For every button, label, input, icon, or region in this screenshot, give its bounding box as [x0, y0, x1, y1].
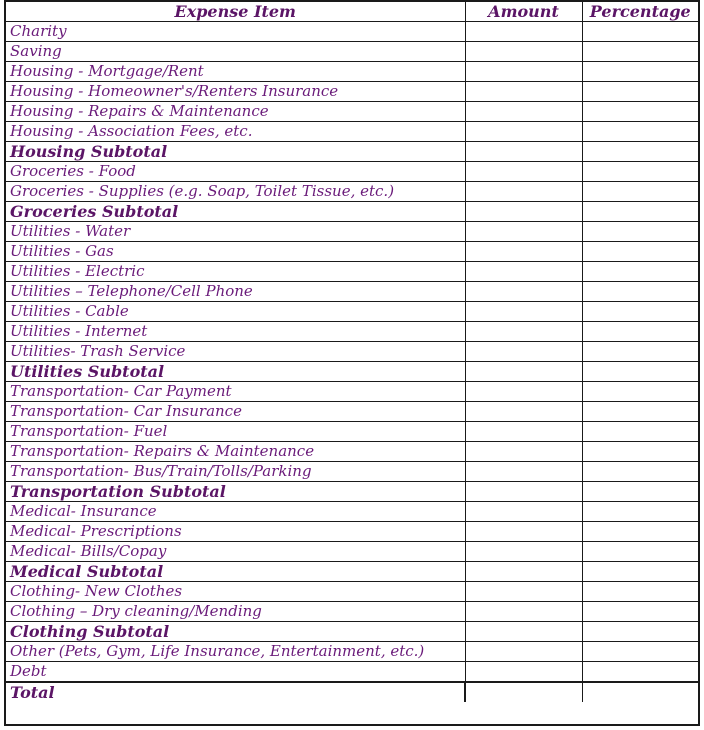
amount-cell[interactable]	[465, 102, 582, 122]
amount-cell[interactable]	[465, 642, 582, 662]
expense-item-header: Expense Item	[6, 2, 465, 22]
percentage-cell[interactable]	[582, 202, 698, 222]
table-row	[6, 262, 698, 282]
amount-cell[interactable]	[465, 482, 582, 502]
expense-item-label: Utilities - Water	[6, 222, 465, 242]
percentage-cell[interactable]	[582, 482, 698, 502]
amount-cell[interactable]	[465, 562, 582, 582]
expense-item-label: Clothing – Dry cleaning/Mending	[6, 602, 465, 622]
percentage-cell[interactable]	[582, 502, 698, 522]
subtotal-row	[6, 622, 698, 642]
expense-item-label: Utilities - Electric	[6, 262, 465, 282]
total-row	[6, 682, 698, 702]
subtotal-row	[6, 362, 698, 382]
percentage-cell[interactable]	[582, 402, 698, 422]
subtotal-row	[6, 142, 698, 162]
percentage-cell[interactable]	[582, 22, 698, 42]
total-label: Total	[6, 682, 465, 702]
expense-item-label: Charity	[6, 22, 465, 42]
table-row	[6, 162, 698, 182]
table-row	[6, 62, 698, 82]
table-row	[6, 582, 698, 602]
amount-cell[interactable]	[465, 122, 582, 142]
percentage-cell[interactable]	[582, 562, 698, 582]
percentage-cell[interactable]	[582, 422, 698, 442]
percentage-cell[interactable]	[582, 162, 698, 182]
percentage-cell[interactable]	[582, 102, 698, 122]
percentage-cell[interactable]	[582, 82, 698, 102]
total-percentage-cell[interactable]	[582, 682, 698, 702]
table-row	[6, 82, 698, 102]
subtotal-row	[6, 562, 698, 582]
amount-cell[interactable]	[465, 402, 582, 422]
percentage-cell[interactable]	[582, 322, 698, 342]
table-row	[6, 22, 698, 42]
amount-cell[interactable]	[465, 422, 582, 442]
amount-cell[interactable]	[465, 542, 582, 562]
percentage-cell[interactable]	[582, 522, 698, 542]
amount-cell[interactable]	[465, 662, 582, 683]
subtotal-label: Housing Subtotal	[6, 142, 465, 162]
amount-cell[interactable]	[465, 262, 582, 282]
percentage-cell[interactable]	[582, 282, 698, 302]
percentage-header: Percentage	[582, 2, 698, 22]
table-row	[6, 122, 698, 142]
expense-item-label: Utilities - Cable	[6, 302, 465, 322]
table-row	[6, 642, 698, 662]
table-row	[6, 302, 698, 322]
table-row	[6, 282, 698, 302]
amount-cell[interactable]	[465, 182, 582, 202]
percentage-cell[interactable]	[582, 142, 698, 162]
expense-item-label: Housing - Repairs & Maintenance	[6, 102, 465, 122]
expense-item-label: Clothing- New Clothes	[6, 582, 465, 602]
table-row	[6, 662, 698, 683]
amount-cell[interactable]	[465, 362, 582, 382]
expense-item-label: Housing - Homeowner's/Renters Insurance	[6, 82, 465, 102]
expense-item-label: Medical- Insurance	[6, 502, 465, 522]
table-row	[6, 382, 698, 402]
amount-cell[interactable]	[465, 442, 582, 462]
percentage-cell[interactable]	[582, 362, 698, 382]
expense-item-label: Utilities – Telephone/Cell Phone	[6, 282, 465, 302]
expense-item-label: Transportation- Car Payment	[6, 382, 465, 402]
expense-item-label: Saving	[6, 42, 465, 62]
amount-cell[interactable]	[465, 242, 582, 262]
amount-cell[interactable]	[465, 462, 582, 482]
amount-cell[interactable]	[465, 62, 582, 82]
table-row	[6, 222, 698, 242]
amount-cell[interactable]	[465, 42, 582, 62]
expense-item-label: Utilities - Internet	[6, 322, 465, 342]
percentage-cell[interactable]	[582, 602, 698, 622]
expense-item-label: Debt	[6, 662, 465, 683]
amount-cell[interactable]	[465, 322, 582, 342]
amount-cell[interactable]	[465, 382, 582, 402]
table-row	[6, 422, 698, 442]
amount-cell[interactable]	[465, 162, 582, 182]
amount-cell[interactable]	[465, 222, 582, 242]
percentage-cell[interactable]	[582, 642, 698, 662]
amount-cell[interactable]	[465, 22, 582, 42]
percentage-cell[interactable]	[582, 242, 698, 262]
expense-item-label: Transportation- Fuel	[6, 422, 465, 442]
table-row	[6, 182, 698, 202]
subtotal-row	[6, 482, 698, 502]
percentage-cell[interactable]	[582, 342, 698, 362]
table-row	[6, 102, 698, 122]
percentage-cell[interactable]	[582, 462, 698, 482]
expense-item-label: Medical- Bills/Copay	[6, 542, 465, 562]
amount-cell[interactable]	[465, 202, 582, 222]
amount-cell[interactable]	[465, 522, 582, 542]
table-row	[6, 602, 698, 622]
expense-item-label: Groceries - Supplies (e.g. Soap, Toilet Tissue, etc.)	[6, 182, 465, 202]
expense-item-label: Transportation- Repairs & Maintenance	[6, 442, 465, 462]
subtotal-label: Utilities Subtotal	[6, 362, 465, 382]
table-row	[6, 402, 698, 422]
total-amount-cell[interactable]	[465, 682, 582, 702]
percentage-cell[interactable]	[582, 262, 698, 282]
expense-item-label: Housing - Association Fees, etc.	[6, 122, 465, 142]
percentage-cell[interactable]	[582, 62, 698, 82]
amount-cell[interactable]	[465, 342, 582, 362]
subtotal-label: Groceries Subtotal	[6, 202, 465, 222]
expense-item-label: Housing - Mortgage/Rent	[6, 62, 465, 82]
expense-item-label: Groceries - Food	[6, 162, 465, 182]
table-row	[6, 342, 698, 362]
table-row	[6, 502, 698, 522]
amount-cell[interactable]	[465, 602, 582, 622]
table-row	[6, 522, 698, 542]
expense-item-label: Transportation- Car Insurance	[6, 402, 465, 422]
amount-cell[interactable]	[465, 582, 582, 602]
percentage-cell[interactable]	[582, 382, 698, 402]
expense-table	[6, 2, 698, 702]
subtotal-label: Clothing Subtotal	[6, 622, 465, 642]
percentage-cell[interactable]	[582, 662, 698, 683]
amount-cell[interactable]	[465, 142, 582, 162]
table-row	[6, 322, 698, 342]
table-row	[6, 542, 698, 562]
percentage-cell[interactable]	[582, 582, 698, 602]
percentage-cell[interactable]	[582, 622, 698, 642]
amount-cell[interactable]	[465, 82, 582, 102]
expense-item-label: Medical- Prescriptions	[6, 522, 465, 542]
percentage-cell[interactable]	[582, 442, 698, 462]
subtotal-row	[6, 202, 698, 222]
expense-item-label: Other (Pets, Gym, Life Insurance, Entertainment, etc.)	[6, 642, 465, 662]
amount-cell[interactable]	[465, 622, 582, 642]
percentage-cell[interactable]	[582, 42, 698, 62]
amount-header: Amount	[465, 2, 582, 22]
percentage-cell[interactable]	[582, 542, 698, 562]
percentage-cell[interactable]	[582, 302, 698, 322]
amount-cell[interactable]	[465, 302, 582, 322]
expense-item-label: Transportation- Bus/Train/Tolls/Parking	[6, 462, 465, 482]
percentage-cell[interactable]	[582, 222, 698, 242]
expense-item-label: Utilities- Trash Service	[6, 342, 465, 362]
table-row	[6, 242, 698, 262]
percentage-cell[interactable]	[582, 182, 698, 202]
expense-item-label: Utilities - Gas	[6, 242, 465, 262]
table-row	[6, 462, 698, 482]
subtotal-label: Medical Subtotal	[6, 562, 465, 582]
amount-cell[interactable]	[465, 502, 582, 522]
subtotal-label: Transportation Subtotal	[6, 482, 465, 502]
table-row	[6, 42, 698, 62]
expense-sheet	[4, 0, 700, 726]
table-row	[6, 442, 698, 462]
percentage-cell[interactable]	[582, 122, 698, 142]
header-row	[6, 2, 698, 22]
amount-cell[interactable]	[465, 282, 582, 302]
expense-rows	[6, 22, 698, 703]
